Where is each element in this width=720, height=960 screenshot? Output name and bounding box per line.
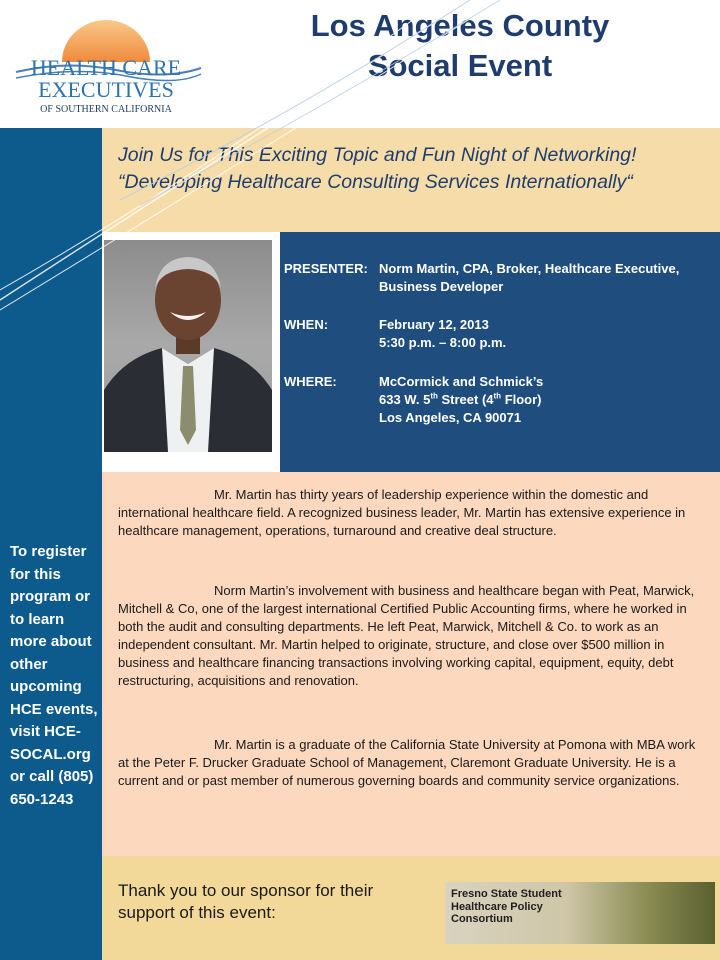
presenter-bio <box>102 472 720 856</box>
banner-line1: Join Us for This Exciting Topic and Fun Night of Networking! <box>118 144 637 166</box>
presenter-line1: Norm Martin, CPA, Broker, Healthcare Executive, <box>379 261 680 276</box>
topic-banner <box>102 128 720 232</box>
sponsor-logo <box>445 882 715 944</box>
logo-line2: EXECUTIVES <box>38 77 174 102</box>
sponsor-footer <box>102 856 720 960</box>
presenter-line2: Business Developer <box>379 279 504 294</box>
bio-paragraph-3: Mr. Martin is a graduate of the California State University at Pomona with MBA work at the Peter F. Drucker Graduate School of Management, Claremont Graduate University. He is a current and or past member of numerous governing boards and community service organizations. <box>118 737 696 788</box>
event-details <box>280 232 720 472</box>
event-title <box>260 6 660 86</box>
hce-logo <box>6 12 206 120</box>
when-time: 5:30 p.m. – 8:00 p.m. <box>379 335 507 350</box>
presenter-photo <box>104 240 272 452</box>
register-info: To register for this program or to learn more about other upcoming HCE events, visit HCE-SOCAL.org or call (805) 650-1243 <box>10 543 98 808</box>
thank-you-text: Thank you to our sponsor for their support of this event: <box>118 881 374 922</box>
title-line2: Social Event <box>367 48 553 83</box>
where-label: WHERE: <box>284 374 337 389</box>
where-city: Los Angeles, CA 90071 <box>379 410 522 425</box>
sidebar <box>0 128 102 960</box>
banner-line2: “Developing Healthcare Consulting Services Internationally“ <box>118 171 633 193</box>
title-line1: Los Angeles County <box>310 8 610 43</box>
sponsor-name: Fresno State Student Healthcare Policy Consortium <box>451 888 562 925</box>
when-label: WHEN: <box>284 317 329 332</box>
when-date: February 12, 2013 <box>379 317 489 332</box>
where-venue: McCormick and Schmick’s <box>379 374 544 389</box>
presenter-portrait <box>104 240 272 452</box>
logo-line3: OF SOUTHERN CALIFORNIA <box>40 104 172 115</box>
bio-paragraph-2: Norm Martin’s involvement with business and healthcare began with Peat, Marwick, Mitchell & Co, one of the largest international Certified Public Accounting firms, where he worked in both the audit and consulting departments. He left Peat, Marwick, Mitchell & Co. to work as an independent consultant. Mr. Martin helped to originate, structure, and close over $500 million in business and healthcare financing transactions involving working capital, equipment, equity, debt restructuring, acquisitions and renovation. <box>118 583 695 688</box>
header <box>0 0 720 128</box>
banner-text <box>118 142 718 196</box>
where-street: 633 W. 5th Street (4th Floor) <box>379 391 542 407</box>
logo-line1: HEALTH CARE <box>30 55 182 80</box>
bio-paragraph-1: Mr. Martin has thirty years of leadership experience within the domestic and international healthcare field. A recognized business leader, Mr. Martin has extensive experience in healthcare management, operations, turnaround and creative deal structure. <box>118 487 686 538</box>
presenter-label: PRESENTER: <box>284 261 368 276</box>
